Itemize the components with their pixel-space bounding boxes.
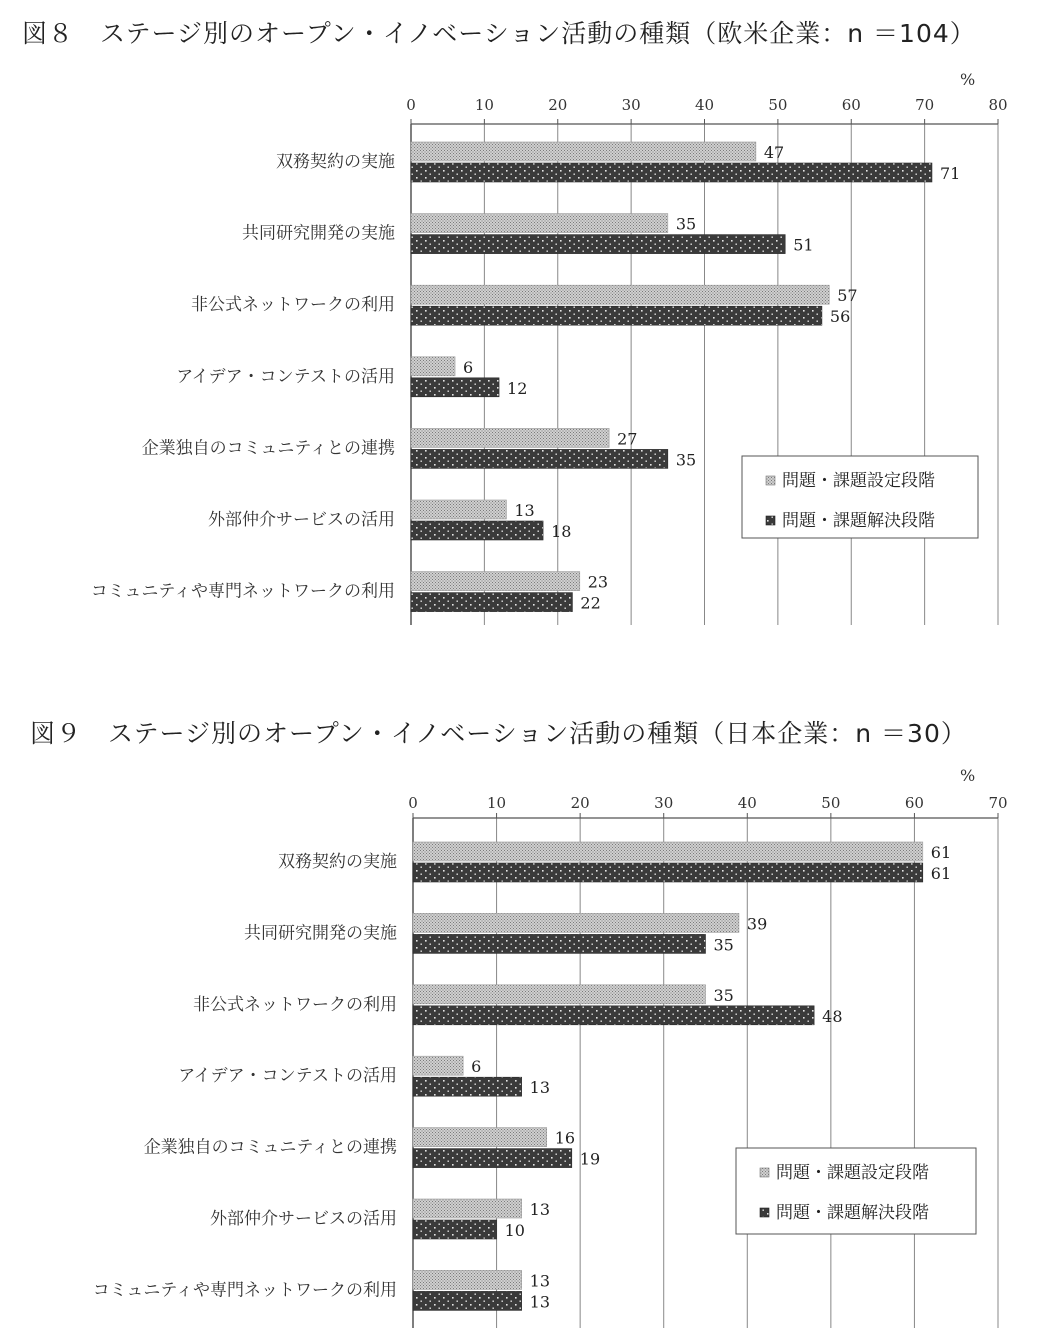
bar	[411, 521, 543, 540]
chart-title: 図９ ステージ別のオープン・イノベーション活動の種類（日本企業：n ＝30）	[30, 719, 967, 748]
category-label: 共同研究開発の実施	[244, 923, 397, 944]
tick-label: 30	[654, 794, 674, 812]
figure-9	[0, 700, 1055, 1338]
data-label: 27	[617, 429, 638, 449]
legend-swatch	[760, 1208, 769, 1217]
data-label: 35	[675, 450, 697, 470]
data-label: 13	[529, 1078, 551, 1098]
bar	[411, 449, 668, 468]
data-label: 13	[529, 1200, 551, 1219]
bar-chart-figure-8	[0, 0, 1055, 660]
unit-label: %	[960, 766, 976, 785]
data-label: 51	[793, 235, 814, 255]
bar	[413, 1199, 522, 1218]
data-label: 56	[829, 307, 851, 327]
bar	[411, 593, 572, 612]
bar	[411, 163, 932, 182]
bar	[413, 842, 923, 861]
data-label: 35	[713, 985, 734, 1005]
data-label: 10	[504, 1221, 525, 1240]
data-label: 35	[713, 935, 734, 955]
bar	[413, 1291, 522, 1310]
bar-chart-figure-9	[0, 700, 1055, 1338]
data-label: 6	[463, 357, 474, 377]
unit-label: %	[960, 70, 976, 89]
category-label: 双務契約の実施	[276, 152, 395, 172]
tick-label: 20	[570, 794, 590, 812]
category-label: 双務契約の実施	[278, 852, 397, 872]
category-label: 外部仲介サービスの活用	[210, 1209, 397, 1229]
legend-label: 問題・課題設定段階	[776, 1163, 929, 1183]
bar	[413, 863, 923, 882]
bar	[413, 1128, 547, 1147]
legend-label: 問題・課題設定段階	[782, 471, 935, 491]
tick-label: 60	[904, 794, 924, 812]
tick-label: 50	[768, 96, 788, 114]
bar	[411, 500, 506, 519]
bar	[413, 1077, 522, 1096]
tick-label: 80	[988, 96, 1008, 114]
bar	[413, 1149, 572, 1168]
tick-label: 40	[737, 794, 757, 812]
data-label: 16	[554, 1128, 576, 1148]
tick-label: 30	[621, 96, 641, 114]
category-label: コミュニティや専門ネットワークの利用	[92, 1280, 397, 1301]
legend-swatch	[760, 1168, 769, 1177]
category-label: 非公式ネットワークの利用	[191, 295, 395, 316]
data-label: 61	[930, 843, 952, 862]
data-label: 39	[746, 914, 768, 934]
tick-label: 0	[406, 96, 416, 114]
tick-label: 10	[474, 96, 494, 114]
chart-title: 図８ ステージ別のオープン・イノベーション活動の種類（欧米企業：n ＝104）	[22, 19, 976, 48]
category-label: コミュニティや専門ネットワークの利用	[90, 581, 395, 602]
category-label: 共同研究開発の実施	[242, 223, 395, 244]
category-label: 企業独自のコミュニティとの連携	[143, 1137, 397, 1158]
bar	[413, 1056, 463, 1075]
bar	[411, 285, 829, 304]
data-label: 13	[529, 1292, 551, 1312]
bar	[411, 428, 609, 447]
bar	[413, 1006, 814, 1025]
data-label: 61	[930, 864, 952, 883]
tick-label: 50	[821, 794, 841, 812]
data-label: 18	[551, 522, 572, 541]
bar	[413, 985, 706, 1004]
bar	[413, 913, 739, 932]
tick-label: 70	[988, 794, 1008, 812]
bar	[411, 306, 822, 325]
data-label: 71	[939, 164, 961, 183]
bar	[413, 1220, 497, 1239]
legend-swatch	[766, 516, 775, 525]
category-label: アイデア・コンテストの活用	[178, 1066, 397, 1087]
data-label: 22	[580, 593, 601, 613]
data-label: 47	[763, 143, 785, 162]
tick-label: 0	[408, 794, 418, 812]
bar	[411, 357, 455, 376]
data-label: 35	[675, 214, 697, 234]
legend-label: 問題・課題解決段階	[776, 1203, 929, 1223]
bar	[411, 572, 580, 591]
category-label: 企業独自のコミュニティとの連携	[141, 438, 395, 459]
legend-label: 問題・課題解決段階	[782, 511, 935, 531]
category-label: 外部仲介サービスの活用	[208, 510, 395, 530]
bar	[411, 142, 756, 161]
tick-label: 20	[548, 96, 568, 114]
bar	[413, 1270, 522, 1289]
bar	[411, 214, 668, 233]
data-label: 12	[507, 378, 528, 398]
data-label: 13	[514, 501, 535, 520]
data-label: 23	[587, 572, 609, 592]
category-label: アイデア・コンテストの活用	[176, 366, 395, 387]
figure-8	[0, 0, 1055, 660]
data-label: 13	[529, 1271, 551, 1291]
tick-label: 70	[915, 96, 935, 114]
bar	[411, 235, 785, 254]
data-label: 48	[822, 1006, 843, 1026]
data-label: 6	[471, 1057, 482, 1077]
data-label: 19	[579, 1149, 601, 1169]
category-label: 非公式ネットワークの利用	[193, 994, 397, 1015]
tick-label: 40	[694, 96, 715, 114]
bar	[413, 934, 706, 953]
bar	[411, 378, 499, 397]
tick-label: 10	[487, 794, 507, 812]
legend-swatch	[766, 476, 775, 485]
data-label: 57	[837, 286, 858, 306]
tick-label: 60	[841, 96, 861, 114]
